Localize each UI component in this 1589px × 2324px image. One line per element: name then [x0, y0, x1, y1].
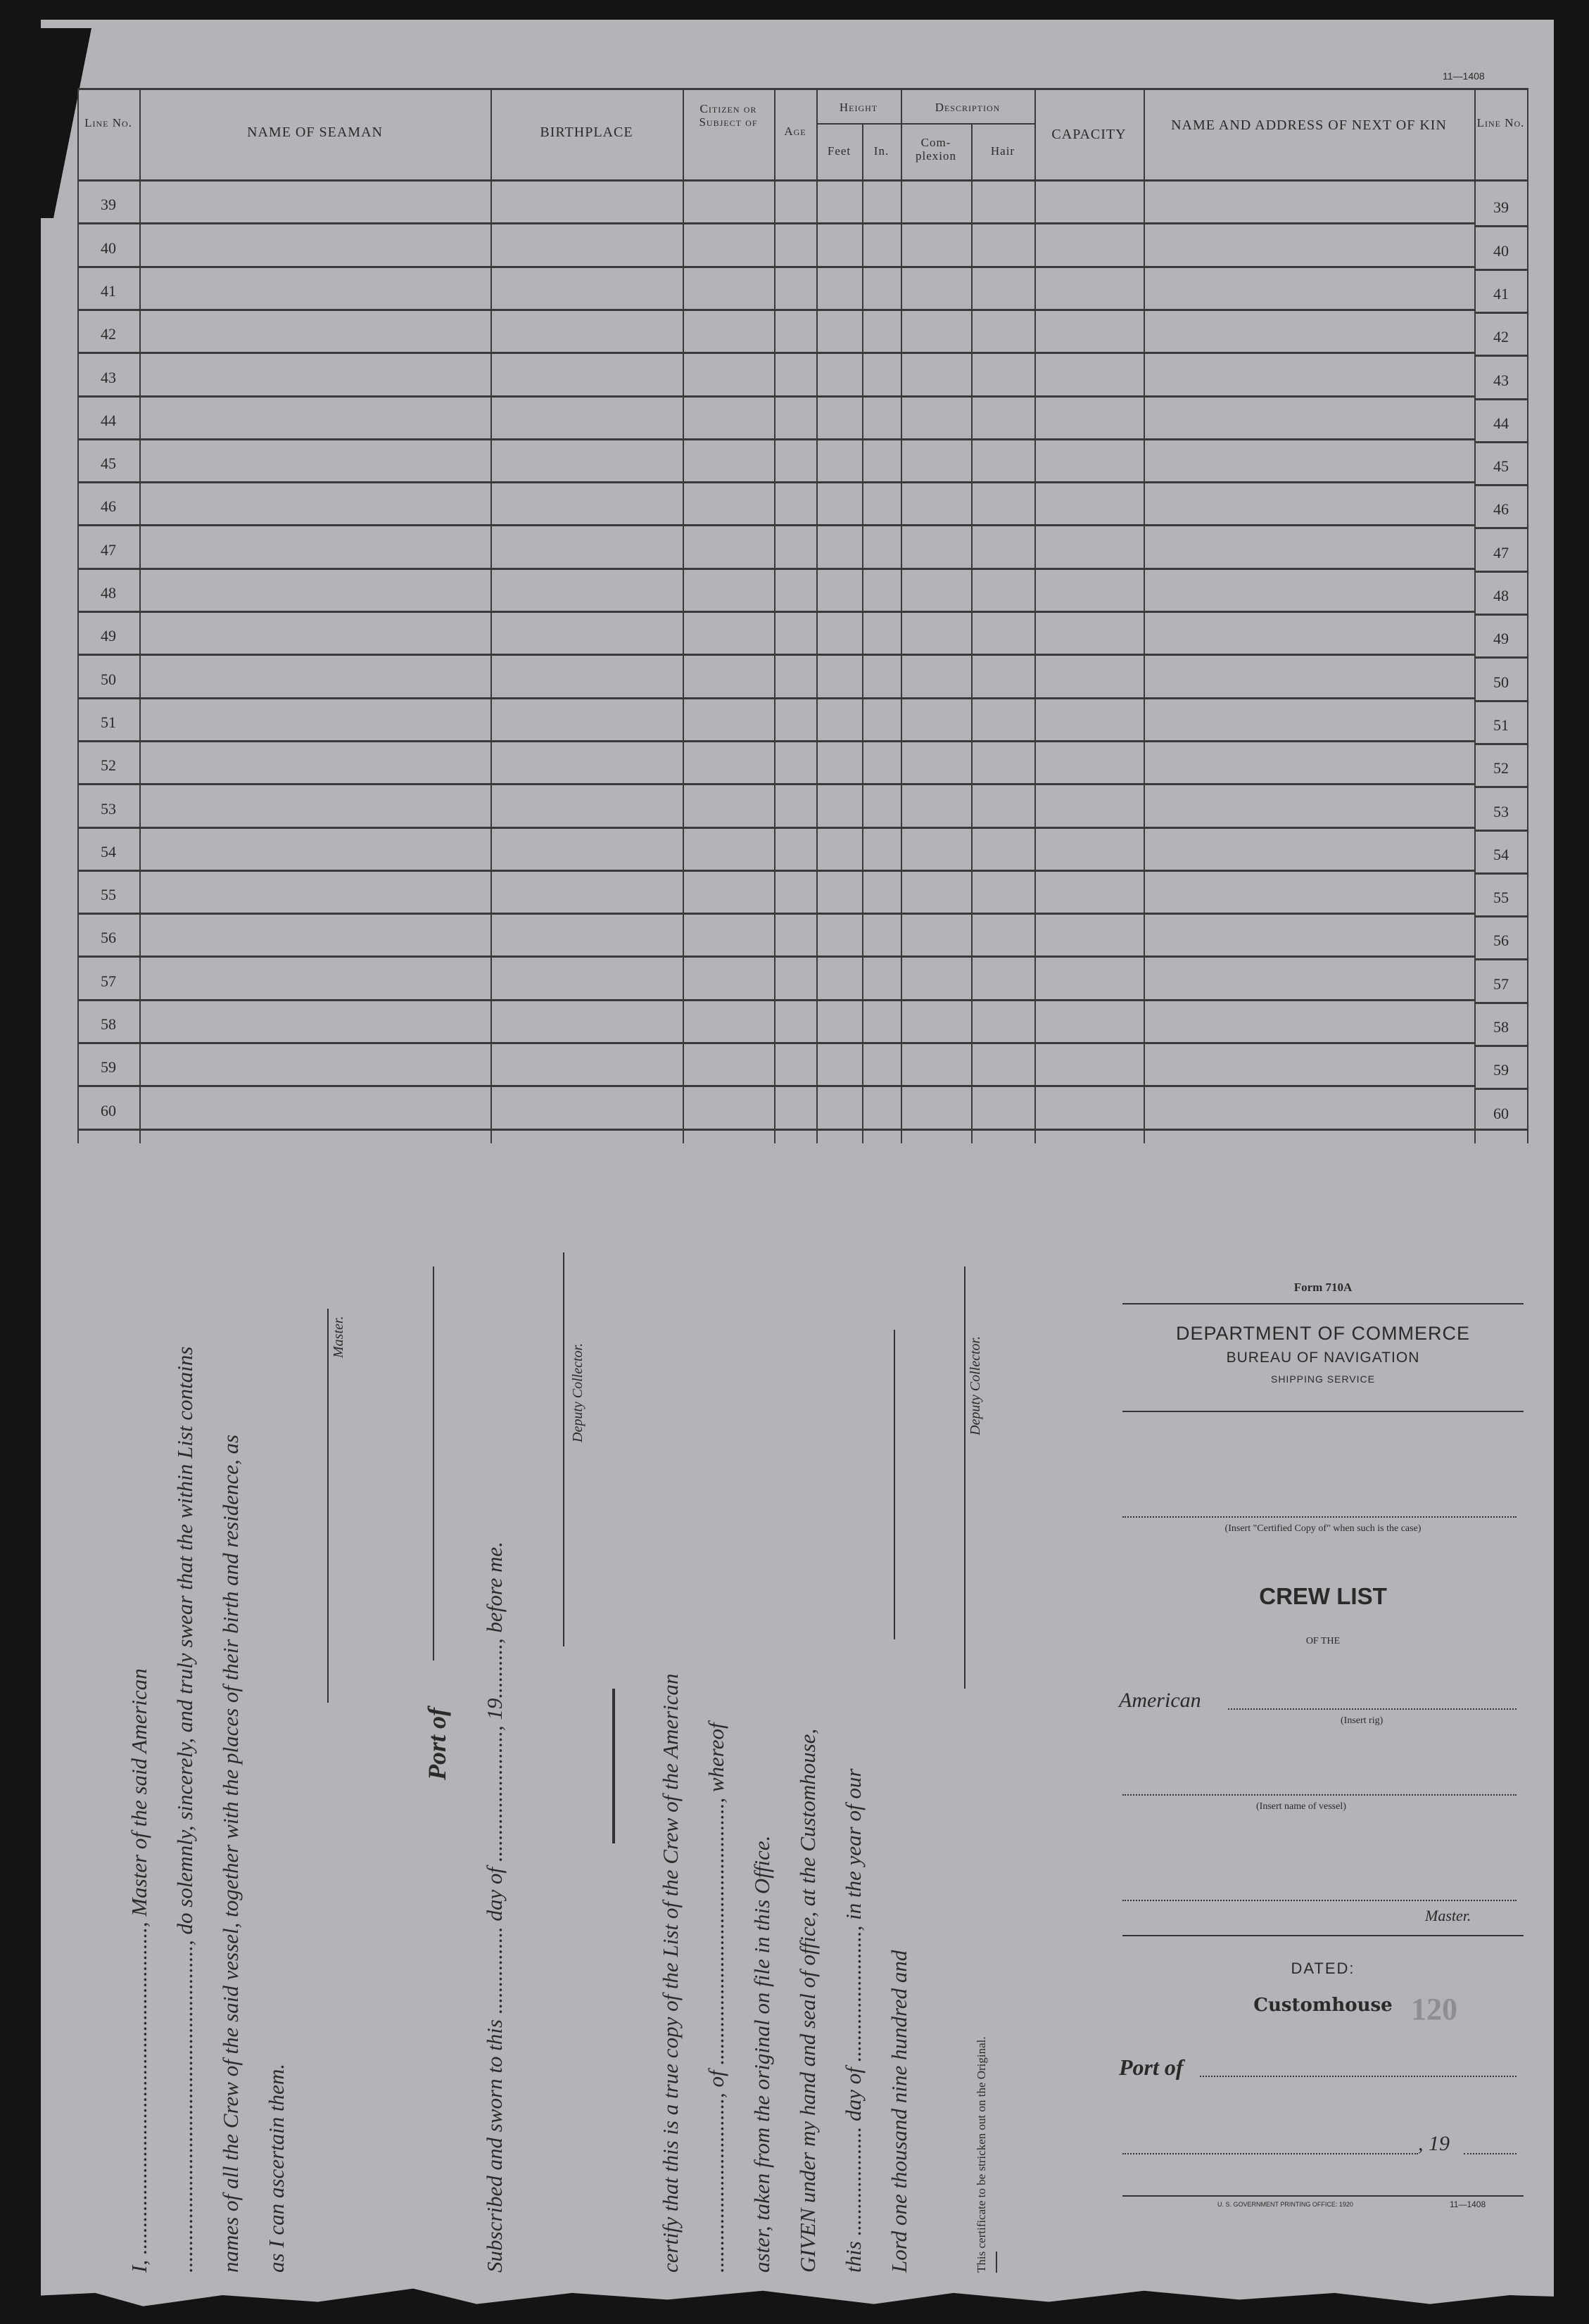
row-line-number-right: 52 [1493, 759, 1509, 777]
certified-copy-note: (Insert "Certified Copy of" when such is the case) [1224, 1523, 1422, 1534]
header-line-no: Line No. [84, 116, 132, 129]
header-feet: Feet [827, 144, 852, 158]
form-code-bottom: 11—1408 [1450, 2199, 1486, 2209]
american-label: American [1119, 1689, 1201, 1712]
row-rule [77, 783, 1474, 785]
master-signature-label: Master. [331, 1316, 346, 1358]
this-day-line: this .................... day of ........................, in the year of our [841, 1768, 866, 2273]
row-line-number: 50 [101, 671, 116, 688]
header-name-of-seaman: NAME OF SEAMAN [247, 125, 383, 140]
row-line-number: 55 [101, 886, 116, 903]
row-rule [77, 1085, 1474, 1087]
master-label: Master. [1425, 1907, 1471, 1924]
row-line-number-right: 44 [1493, 414, 1509, 432]
header-description: Description [935, 101, 1001, 114]
row-rule [77, 740, 1474, 742]
row-line-number-right: 60 [1493, 1105, 1509, 1122]
header-inches: In. [873, 144, 890, 158]
row-rule [77, 266, 1474, 268]
crew-list-title: CREW LIST [1259, 1583, 1387, 1609]
row-rule [77, 611, 1474, 613]
row-line-number: 49 [101, 627, 116, 645]
row-line-number: 41 [101, 282, 116, 300]
row-rule [77, 438, 1474, 440]
year-label: , 19 [1418, 2132, 1450, 2155]
row-rule [77, 1042, 1474, 1044]
bureau-title: BUREAU OF NAVIGATION [1226, 1350, 1420, 1366]
form-number: Form 710A [1293, 1281, 1353, 1294]
header-line-no-right: Line No. [1476, 116, 1525, 129]
dated-label: DATED: [1291, 1960, 1355, 1977]
port-of-label: Port of [423, 1708, 451, 1780]
row-line-number-right: 42 [1493, 328, 1509, 345]
row-rule [77, 1129, 1528, 1131]
row-line-number: 47 [101, 541, 116, 559]
row-line-number-right: 55 [1493, 889, 1509, 906]
deputy-collector-2: Deputy Collector. [968, 1335, 983, 1435]
row-line-number: 40 [101, 239, 116, 257]
given-line: GIVEN under my hand and seal of office, at the Customhouse, [795, 1728, 820, 2273]
row-line-number: 48 [101, 584, 116, 602]
oath-section [120, 1231, 1119, 2273]
taken-line: aster, taken from the original on file in this Office. [749, 1835, 774, 2273]
row-line-number-right: 50 [1493, 673, 1509, 691]
of-whereof-line: ................................, of ................................................, whereof [704, 1722, 728, 2273]
row-rule [77, 309, 1474, 311]
row-line-number-right: 46 [1493, 500, 1509, 518]
row-line-number: 57 [101, 972, 116, 990]
row-line-number-right: 40 [1493, 242, 1509, 260]
of-the-label: OF THE [1305, 1636, 1341, 1646]
header-age: Age [784, 125, 806, 138]
oath-line-1: I, ............................................................, Master of the said American [127, 1668, 151, 2273]
row-line-number: 53 [101, 800, 116, 818]
oath-line-3: names of all the Crew of the said vessel, together with the places of their birth and residence, as [218, 1434, 243, 2273]
row-line-number-right: 57 [1493, 975, 1509, 993]
row-rule [77, 827, 1474, 829]
crew-table [77, 88, 1528, 1143]
row-line-number-right: 41 [1493, 285, 1509, 303]
row-line-number-right: 47 [1493, 544, 1509, 561]
row-line-number: 45 [101, 455, 116, 472]
insert-vessel-note: (Insert name of vessel) [1256, 1801, 1346, 1812]
row-rule [77, 395, 1474, 398]
row-line-number-right: 59 [1493, 1061, 1509, 1079]
service-title: SHIPPING SERVICE [1270, 1373, 1375, 1385]
row-line-number: 51 [101, 713, 116, 731]
row-line-number: 58 [101, 1015, 116, 1033]
row-rule [77, 870, 1474, 872]
row-line-number: 59 [101, 1058, 116, 1076]
row-rule [77, 654, 1474, 656]
row-line-number: 60 [101, 1102, 116, 1119]
port-of-label: Port of [1119, 2055, 1184, 2080]
faded-stamp: 120 [1411, 1992, 1457, 2026]
row-line-number: 44 [101, 412, 116, 429]
lord-line: Lord one thousand nine hundred and [887, 1950, 911, 2273]
row-line-number-right: 49 [1493, 630, 1509, 647]
row-line-number-right: 39 [1493, 198, 1509, 216]
insert-rig-note: (Insert rig) [1341, 1715, 1384, 1726]
row-rule [77, 222, 1474, 224]
header-citizen: Citizen or Subject of [699, 102, 758, 129]
header-next-of-kin: NAME AND ADDRESS OF NEXT OF KIN [1171, 118, 1447, 133]
department-title: DEPARTMENT OF COMMERCE [1175, 1323, 1471, 1344]
form-code-top: 11—1408 [1443, 70, 1485, 82]
oath-line-4: as I can ascertain them. [264, 2063, 289, 2273]
header-capacity: CAPACITY [1051, 127, 1127, 142]
row-rule [77, 999, 1474, 1001]
row-line-number: 54 [101, 843, 116, 861]
row-line-number-right: 56 [1493, 932, 1509, 949]
header-birthplace: BIRTHPLACE [540, 125, 633, 140]
row-rule [77, 481, 1474, 483]
stricken-note: This certificate to be stricken out on the Original. [975, 2036, 988, 2273]
row-line-number-right: 51 [1493, 716, 1509, 734]
row-line-number: 46 [101, 497, 116, 515]
header-height: Height [839, 101, 878, 114]
customhouse-label: Customhouse [1253, 1995, 1393, 2016]
row-rule [77, 913, 1474, 915]
row-rule [77, 352, 1474, 354]
cover-panel [1119, 1281, 1527, 2223]
row-line-number-right: 53 [1493, 803, 1509, 820]
row-line-number: 42 [101, 325, 116, 343]
row-line-number-right: 54 [1493, 846, 1509, 863]
row-line-number-right: 48 [1493, 587, 1509, 604]
oath-line-2: ............................................................, do solemnly, sincerely, and truly swear that the within List contains [172, 1346, 197, 2273]
row-line-number: 43 [101, 369, 116, 386]
row-rule [77, 697, 1474, 699]
certify-line: certify that this is a true copy of the List of the Crew of the American [658, 1673, 683, 2273]
row-rule [77, 524, 1474, 526]
row-rule [77, 955, 1474, 958]
deputy-collector-1: Deputy Collector. [570, 1342, 585, 1442]
row-line-number-right: 43 [1493, 372, 1509, 389]
row-line-number: 39 [101, 196, 116, 213]
row-line-number: 52 [101, 756, 116, 774]
subscribed-line: Subscribed and sworn to this ................ day of ........................, 19.........., before me. [482, 1541, 507, 2273]
printer-imprint: U. S. GOVERNMENT PRINTING OFFICE: 1920 [1217, 2201, 1353, 2208]
row-line-number-right: 58 [1493, 1018, 1509, 1036]
row-line-number-right: 45 [1493, 457, 1509, 475]
header-complexion: Com- plexion [916, 136, 956, 163]
row-rule [77, 568, 1474, 570]
row-line-number: 56 [101, 929, 116, 946]
header-hair: Hair [990, 144, 1015, 158]
